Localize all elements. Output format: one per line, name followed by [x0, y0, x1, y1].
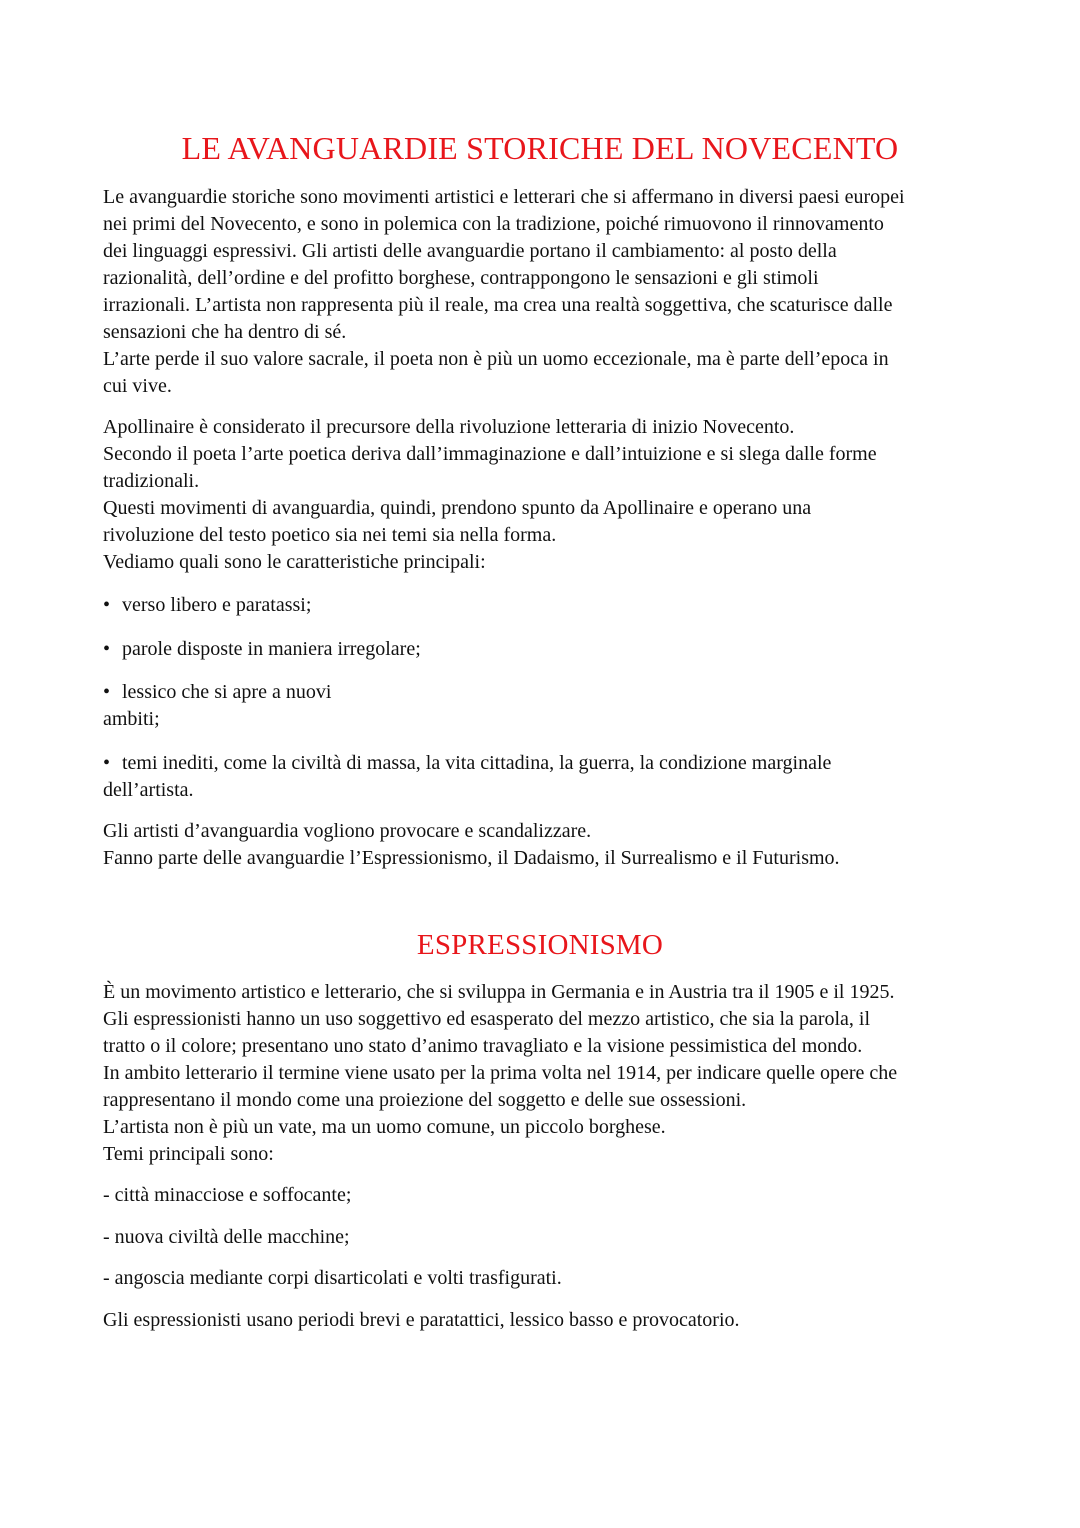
text-line: L’arte perde il suo valore sacrale, il poeta non è più un uomo eccezionale, ma è parte dell’epoca in [103, 348, 889, 370]
text-line: dei linguaggi espressivi. Gli artisti delle avanguardie portano il cambiamento: al posto della [103, 240, 837, 262]
text-line: Temi principali sono: [103, 1143, 274, 1165]
intro-paragraph [103, 184, 983, 400]
feature-item-3 [103, 679, 983, 733]
bullet-text: • lessico che si apre a nuovi [103, 679, 983, 706]
theme-item-1 [103, 1182, 983, 1209]
text-line: dell’artista. [103, 779, 194, 801]
feature-item-1 [103, 592, 983, 619]
theme-text: - angoscia mediante corpi disarticolati e volti trasfigurati. [103, 1267, 562, 1289]
text-line: sensazioni che ha dentro di sé. [103, 321, 347, 343]
text-line: Questi movimenti di avanguardia, quindi, prendono spunto da Apollinaire e operano una [103, 497, 812, 519]
text-line: Le avanguardie storiche sono movimenti artistici e letterari che si affermano in diversi paesi europei [103, 186, 905, 208]
text-line: Gli artisti d’avanguardia vogliono provocare e scandalizzare. [103, 820, 592, 842]
espressionismo-paragraph [103, 979, 983, 1168]
text-line: irrazionali. L’artista non rappresenta più il reale, ma crea una realtà soggettiva, che scaturisce dalle [103, 294, 893, 316]
text-line: tradizionali. [103, 470, 200, 492]
text-line: Secondo il poeta l’arte poetica deriva dall’immaginazione e dall’intuizione e si slega dalle forme [103, 443, 877, 465]
theme-text: - nuova civiltà delle macchine; [103, 1226, 350, 1248]
bullet-text: • temi inediti, come la civiltà di massa, la vita cittadina, la guerra, la condizione marginale [103, 750, 983, 777]
text-line: Gli espressionisti usano periodi brevi e paratattici, lessico basso e provocatorio. [103, 1309, 740, 1331]
page-title: LE AVANGUARDIE STORICHE DEL NOVECENTO [181, 130, 899, 166]
text-line: cui vive. [103, 375, 172, 397]
apollinaire-paragraph [103, 414, 983, 576]
closing-paragraph [103, 818, 983, 872]
theme-text: - città minacciose e soffocante; [103, 1184, 352, 1206]
text-line: In ambito letterario il termine viene usato per la prima volta nel 1914, per indicare quelle opere che [103, 1062, 898, 1084]
text-line: razionalità, dell’ordine e del profitto borghese, contrappongono le sensazioni e gli stimoli [103, 267, 819, 289]
section-title-espressionismo: ESPRESSIONISMO [416, 929, 664, 961]
theme-item-2 [103, 1224, 983, 1251]
text-line: È un movimento artistico e letterario, che si sviluppa in Germania e in Austria tra il 1905 e il 1925. [103, 981, 895, 1003]
text-line: ambiti; [103, 708, 160, 730]
feature-item-4 [103, 750, 983, 804]
feature-item-2 [103, 636, 983, 663]
theme-item-3 [103, 1265, 983, 1292]
text-line: Vediamo quali sono le caratteristiche principali: [103, 551, 486, 573]
text-line: tratto o il colore; presentano uno stato d’animo travagliato e la visione pessimistica del mondo. [103, 1035, 863, 1057]
text-line: L’artista non è più un vate, ma un uomo comune, un piccolo borghese. [103, 1116, 666, 1138]
text-line: Fanno parte delle avanguardie l’Espressionismo, il Dadaismo, il Surrealismo e il Futurismo. [103, 847, 840, 869]
text-line: Gli espressionisti hanno un uso soggettivo ed esasperato del mezzo artistico, che sia la parola, il [103, 1008, 871, 1030]
text-line: nei primi del Novecento, e sono in polemica con la tradizione, poiché rimuovono il rinnovamento [103, 213, 884, 235]
bullet-text: • verso libero e paratassi; [103, 592, 983, 619]
espressionismo-final [103, 1307, 983, 1334]
text-line: Apollinaire è considerato il precursore della rivoluzione letteraria di inizio Novecento. [103, 416, 795, 438]
bullet-text: • parole disposte in maniera irregolare; [103, 636, 983, 663]
text-line: rivoluzione del testo poetico sia nei temi sia nella forma. [103, 524, 557, 546]
text-line: rappresentano il mondo come una proiezione del soggetto e delle sue ossessioni. [103, 1089, 747, 1111]
